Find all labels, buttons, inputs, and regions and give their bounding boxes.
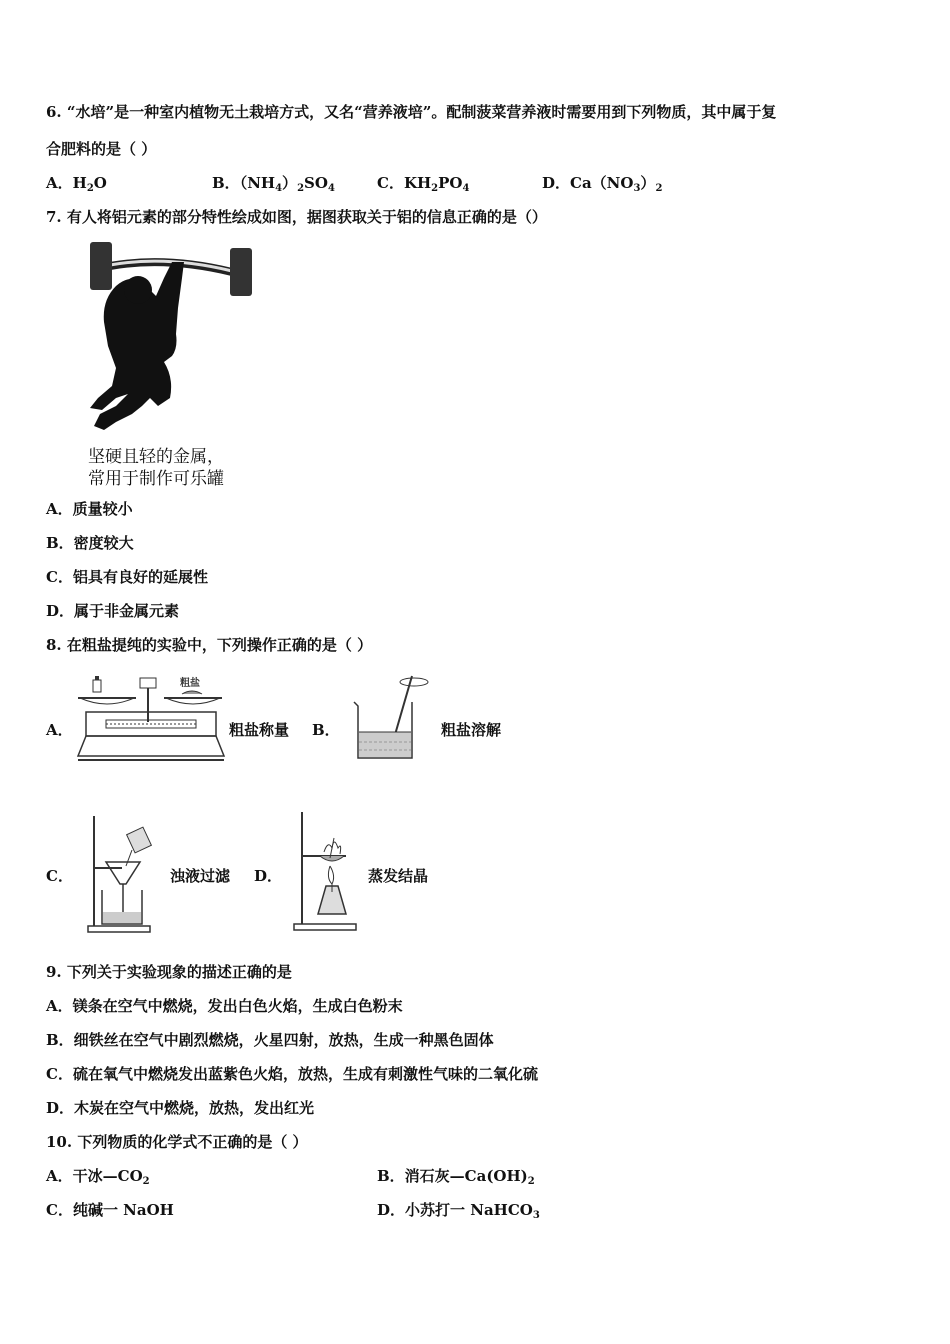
q6-option-c-formula: $KH_2PO_4$	[403, 174, 470, 194]
q6-option-c-label: C．	[377, 174, 404, 192]
q6-option-c	[377, 173, 469, 199]
q8-option-c-text: 浊液过滤	[170, 867, 231, 885]
q6-stem-line1: 6. “水培”是一种室内植物无土栽培方式，又名“营养液培”。配制菠菜营养液时需要用到下列物质，其中属于复	[46, 103, 777, 121]
q8-filtration-svg	[84, 812, 164, 934]
q7-figure-person-lifting-barbell	[46, 238, 266, 438]
q7-option-b: B．密度较大	[46, 534, 134, 552]
q8-beaker-svg	[346, 672, 436, 764]
q7-option-a: A．质量较小	[46, 500, 133, 518]
q7-figure-caption	[88, 446, 224, 490]
q10-stem: 10. 下列物质的化学式不正确的是（ ）	[46, 1133, 308, 1151]
q7-figure-caption-line2: 常用于制作可乐罐	[88, 469, 224, 489]
q8-option-b-label: B．	[312, 721, 340, 739]
q7-figure-caption-line1: 坚硬且轻的金属，	[88, 447, 224, 467]
q8-figure-filtration	[84, 812, 164, 934]
q9-option-b: B．细铁丝在空气中剧烈燃烧，火星四射，放热，生成一种黑色固体	[46, 1031, 494, 1049]
q6-option-d	[542, 173, 662, 199]
q8-figure-evaporation	[290, 808, 360, 934]
q8-option-a-text: 粗盐称量	[229, 721, 290, 739]
q6-stem-line2: 合肥料的是（ ）	[46, 140, 157, 158]
q8-figure-beaker-stirring	[346, 672, 436, 764]
q8-stem: 8. 在粗盐提纯的实验中，下列操作正确的是（ ）	[46, 636, 373, 654]
q8-option-d-text: 蒸发结晶	[368, 867, 429, 885]
q9-stem: 9. 下列关于实验现象的描述正确的是	[46, 963, 292, 981]
q7-option-c: C．铝具有良好的延展性	[46, 568, 208, 586]
q6-option-a-formula: $H_2O$	[72, 174, 107, 194]
q8-option-a-label: A．	[46, 721, 73, 739]
q6-option-a	[46, 173, 107, 199]
q10-option-d: D．小苏打一 NaHCO$_3$	[377, 1201, 540, 1221]
q8-option-d-label: D．	[254, 867, 283, 885]
q6-option-d-label: D．	[542, 174, 571, 192]
q10-option-b: B．消石灰$—Ca(OH)_2$	[377, 1167, 535, 1187]
q8-option-c-label: C．	[46, 867, 73, 885]
q6-option-a-label: A．	[46, 174, 73, 192]
q9-option-d: D．木炭在空气中燃烧，放热，发出红光	[46, 1099, 315, 1117]
q9-option-a: A．镁条在空气中燃烧，发出白色火焰，生成白色粉末	[46, 997, 403, 1015]
q8-balance-svg	[76, 672, 226, 764]
q6-option-d-formula: $Ca(NO_3)_2$	[570, 174, 663, 194]
q10-option-c: C．纯碱一 NaOH	[46, 1201, 174, 1219]
q6-option-b	[212, 173, 335, 199]
q9-option-c: C．硫在氧气中燃烧发出蓝紫色火焰，放热，生成有刺激性气味的二氧化硫	[46, 1065, 538, 1083]
q7-figure-svg	[46, 238, 266, 438]
q8-evaporation-svg	[290, 808, 360, 934]
q8-figure-balance-label: 粗盐	[180, 678, 200, 689]
q7-option-d: D．属于非金属元素	[46, 602, 180, 620]
q7-stem: 7. 有人将铝元素的部分特性绘成如图，据图获取关于铝的信息正确的是（）	[46, 208, 547, 226]
q10-option-a: A．干冰$—CO_2$	[46, 1167, 150, 1187]
q6-option-b-label: B．	[212, 174, 240, 192]
q6-option-b-formula: $(NH_4)_2SO_4$	[239, 174, 335, 194]
q8-figure-balance-scale	[76, 672, 226, 764]
q8-option-b-text: 粗盐溶解	[441, 721, 502, 739]
